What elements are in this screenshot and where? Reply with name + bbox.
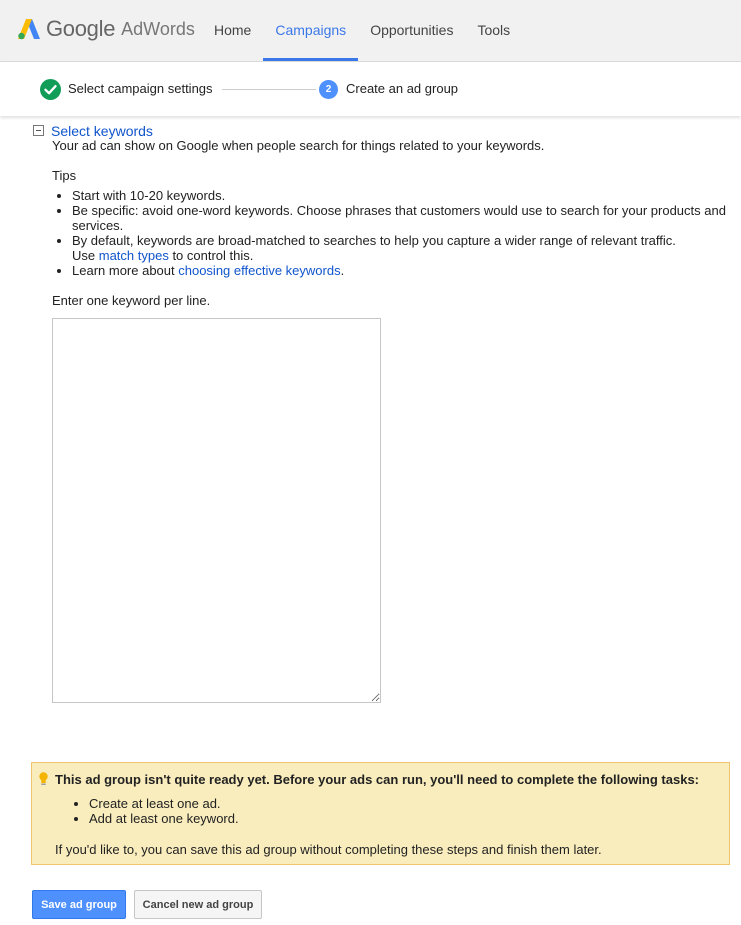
choosing-keywords-link[interactable]: choosing effective keywords [178,263,341,278]
lightbulb-icon [39,772,48,786]
tip-text: to control this. [168,248,254,263]
tip-text: Be specific: avoid one-word keywords. Choose phrases that customers would use to search for your products and services. [72,203,726,233]
tip-text: Use [72,248,99,263]
warning-task: • Create at least one ad. [89,796,239,811]
tip-item [72,188,732,203]
top-bar [0,0,741,62]
tip-text: Start with 10-20 keywords. [72,188,226,203]
section-description: Your ad can show on Google when people search for things related to your keywords. [52,138,545,153]
nav-opportunities[interactable]: Opportunities [370,22,454,38]
step-connector [222,89,316,90]
step-2-label: Create an ad group [346,81,459,96]
tip-item [72,203,732,233]
tip-text: Learn more about [72,263,179,278]
keyword-input-label: Enter one keyword per line. [52,293,211,308]
collapse-toggle-icon[interactable] [33,125,44,136]
check-icon [40,79,61,100]
logo-google-text: Google [46,16,116,41]
adwords-logo-icon [18,18,40,40]
tip-item [72,233,732,263]
save-ad-group-button[interactable]: Save ad group [32,890,126,919]
nav-tools[interactable]: Tools [477,22,511,38]
match-types-link[interactable]: match types [98,248,169,263]
progress-steps [0,62,741,116]
warning-note: If you'd like to, you can save this ad group without completing these steps and finish them later. [55,842,602,857]
keywords-textarea[interactable] [52,318,381,703]
adwords-logo[interactable] [18,16,195,42]
warning-title: This ad group isn't quite ready yet. Before your ads can run, you'll need to complete the following tasks: [55,772,700,787]
tip-item [72,263,732,278]
warning-task: • Add at least one keyword. [89,811,239,826]
main-nav [202,0,522,61]
tip-text: . [340,263,345,278]
step-2-number: 2 [319,80,338,99]
section-title-select-keywords[interactable]: Select keywords [51,123,153,139]
warning-task-list [71,796,239,826]
logo-adwords-text: AdWords [121,18,195,39]
tip-text: By default, keywords are broad-matched to searches to help you capture a wider range of relevant traffic. [72,233,676,248]
nav-home[interactable]: Home [214,22,252,38]
tips-list [52,188,732,278]
warning-box [31,762,730,865]
nav-campaigns[interactable]: Campaigns [263,0,358,61]
step-1-label[interactable]: Select campaign settings [68,81,213,96]
cancel-ad-group-button[interactable]: Cancel new ad group [134,890,262,919]
tips-title: Tips [52,168,77,183]
